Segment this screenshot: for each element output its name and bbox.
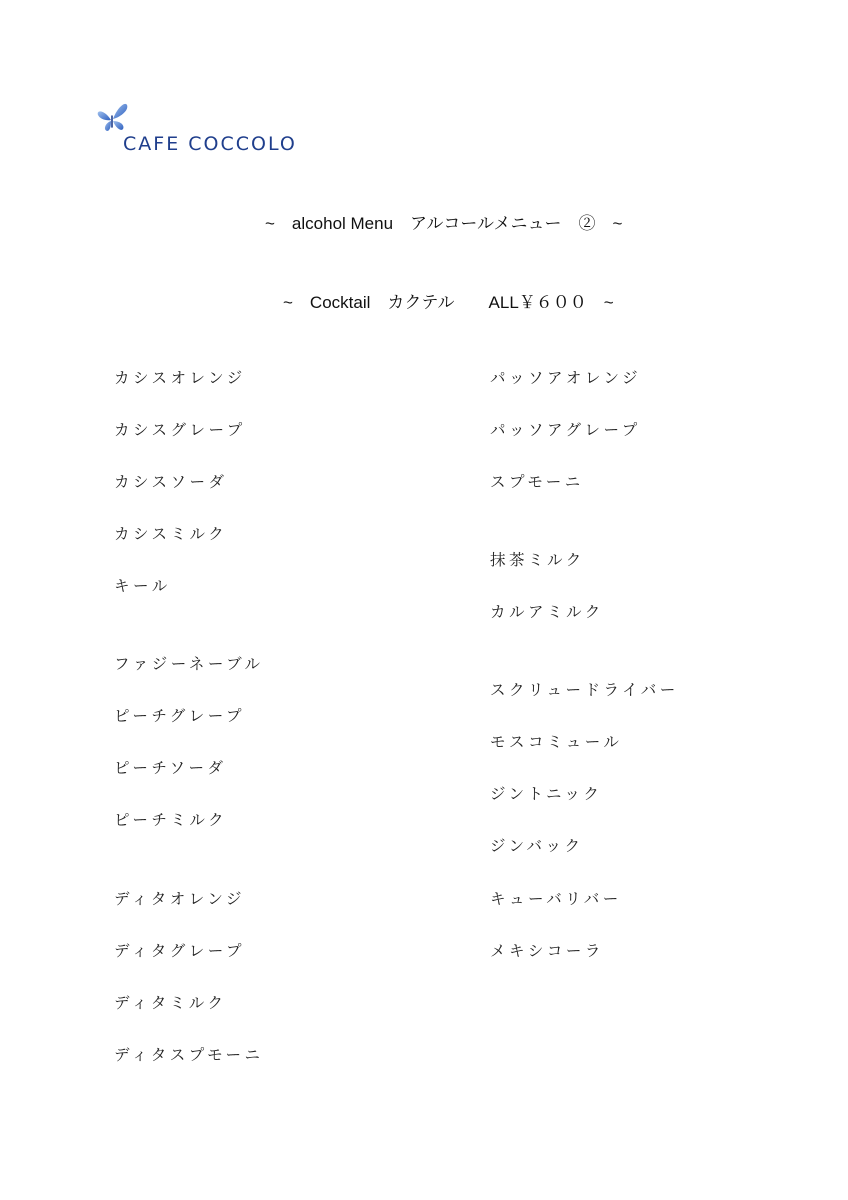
menu-item: カルアミルク bbox=[490, 603, 604, 621]
menu-item: パッソアグレープ bbox=[490, 421, 641, 439]
menu-item: カシスソーダ bbox=[114, 473, 228, 491]
menu-item: キール bbox=[114, 577, 171, 595]
menu-item: ジンバック bbox=[490, 837, 584, 855]
menu-item: カシスオレンジ bbox=[114, 369, 246, 387]
menu-item: ディタスプモーニ bbox=[114, 1046, 264, 1064]
menu-item: パッソアオレンジ bbox=[490, 369, 642, 387]
menu-item: ピーチグレープ bbox=[114, 707, 245, 725]
menu-item: ピーチミルク bbox=[114, 811, 228, 829]
menu-item: ディタミルク bbox=[114, 994, 227, 1012]
menu-title: ~ alcohol Menu アルコールメニュー ② ~ bbox=[265, 214, 623, 233]
menu-item: メキシコーラ bbox=[490, 942, 604, 960]
menu-item: ディタオレンジ bbox=[114, 890, 245, 908]
menu-item: スプモーニ bbox=[490, 473, 584, 491]
menu-item: ディタグレープ bbox=[114, 942, 245, 960]
menu-item: カシスグレープ bbox=[114, 421, 246, 439]
menu-subtitle: ~ Cocktail カクテル ALL￥６００ ~ bbox=[283, 293, 614, 312]
menu-item: 抹茶ミルク bbox=[490, 551, 585, 569]
menu-item: スクリュードライバー bbox=[490, 681, 679, 699]
logo-text: CAFE COCCOLO bbox=[123, 133, 297, 155]
menu-item: ファジーネーブル bbox=[114, 655, 264, 673]
cafe-logo bbox=[94, 100, 334, 160]
menu-item: キューバリバー bbox=[490, 890, 622, 908]
menu-item: モスコミュール bbox=[490, 733, 623, 751]
menu-item: カシスミルク bbox=[114, 525, 228, 543]
menu-item: ピーチソーダ bbox=[114, 759, 227, 777]
menu-item: ジントニック bbox=[490, 785, 603, 803]
